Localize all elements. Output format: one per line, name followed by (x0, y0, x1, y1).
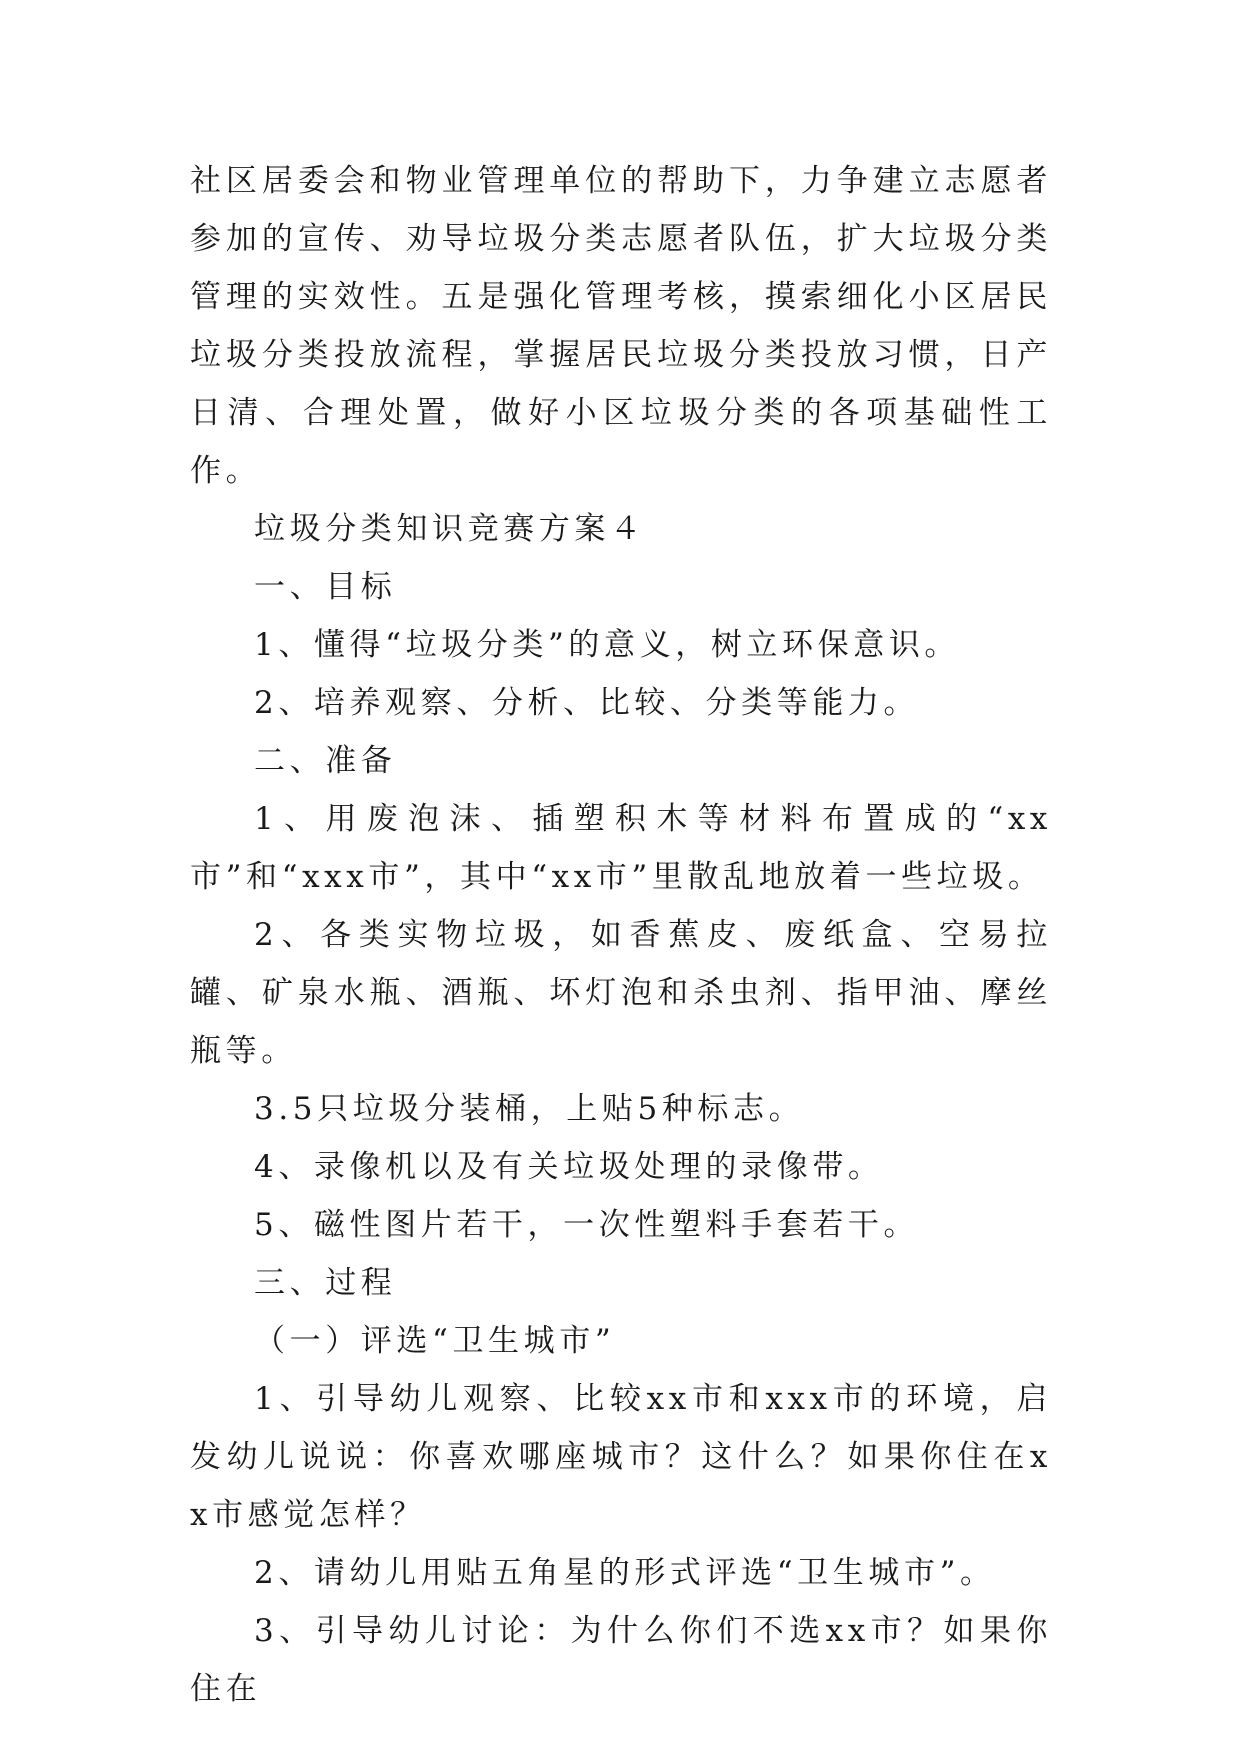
goal-item-2: 2、培养观察、分析、比较、分类等能力。 (254, 685, 920, 721)
heading-goals: 一、目标 (254, 569, 397, 605)
process-item-1: 1、引导幼儿观察、比较xx市和xxx市的环境，启发幼儿说说：你喜欢哪座城市？这什么？如果你住在xx市感觉怎样？ (190, 1381, 1052, 1533)
section-title: 垃圾分类知识竞赛方案４ (254, 511, 646, 547)
preparation-item-3: 3.5只垃圾分装桶，上贴5种标志。 (254, 1091, 805, 1127)
subheading-selection: （一）评选“卫生城市” (254, 1323, 616, 1359)
goal-item-1: 1、懂得“垃圾分类”的意义，树立环保意识。 (254, 627, 961, 663)
paragraph-continuation: 社区居委会和物业管理单位的帮助下，力争建立志愿者参加的宣传、劝导垃圾分类志愿者队伍，扩大垃圾分类管理的实效性。五是强化管理考核，摸索细化小区居民垃圾分类投放流程，掌握居民垃圾分类投放习惯，日产日清、合理处置，做好小区垃圾分类的各项基础性工作。 (190, 163, 1052, 489)
process-item-2: 2、请幼儿用贴五角星的形式评选“卫生城市”。 (254, 1555, 996, 1591)
preparation-item-4: 4、录像机以及有关垃圾处理的录像带。 (254, 1149, 884, 1185)
process-item-3: 3、引导幼儿讨论：为什么你们不选xx市？如果你住在 (190, 1613, 1052, 1707)
preparation-item-5: 5、磁性图片若干，一次性塑料手套若干。 (254, 1207, 920, 1243)
preparation-item-2: 2、各类实物垃圾，如香蕉皮、废纸盒、空易拉罐、矿泉水瓶、酒瓶、坏灯泡和杀虫剂、指甲油、摩丝瓶等。 (190, 917, 1052, 1069)
document-body (190, 152, 1052, 1718)
preparation-item-1: 1、用废泡沫、插塑积木等材料布置成的“xx市”和“xxx市”，其中“xx市”里散乱地放着一些垃圾。 (190, 801, 1052, 895)
heading-process: 三、过程 (254, 1265, 397, 1301)
heading-preparation: 二、准备 (254, 743, 397, 779)
